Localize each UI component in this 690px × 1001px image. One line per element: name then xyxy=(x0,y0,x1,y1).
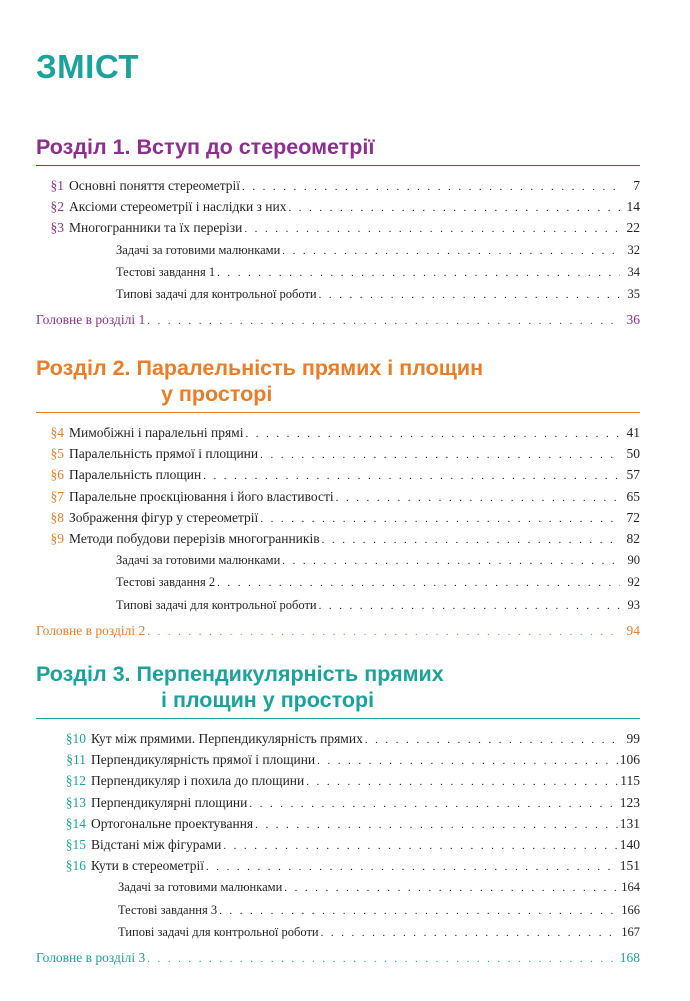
paragraph-number: §7 xyxy=(50,488,64,504)
page-number: 14 xyxy=(626,199,640,215)
toc-subentry[interactable] xyxy=(36,240,640,262)
entry-title: Многогранники та їх перерізи xyxy=(69,220,243,236)
page-number: 140 xyxy=(619,837,640,853)
entry-title: Задачі за готовими малюнками xyxy=(116,242,281,257)
entry-title: Паралельність прямої і площини xyxy=(69,446,259,462)
dot-leader xyxy=(282,241,620,262)
dot-leader xyxy=(288,199,620,218)
page-number: 90 xyxy=(627,553,640,568)
entry-title: Ортогональне проектування xyxy=(91,815,254,831)
page-number: 41 xyxy=(626,425,640,440)
toc-entry[interactable] xyxy=(36,197,640,218)
section-title xyxy=(36,661,640,718)
section-1 xyxy=(36,134,640,331)
dot-leader xyxy=(365,731,620,750)
entry-title: Паралельність площин xyxy=(69,467,202,483)
entry-title: Відстані між фігурами xyxy=(91,837,222,853)
toc-summary-entry[interactable] xyxy=(36,310,640,331)
dot-leader xyxy=(223,837,617,856)
page-number: 151 xyxy=(619,858,640,874)
page-number: 65 xyxy=(626,488,640,504)
paragraph-number: §13 xyxy=(65,794,86,810)
toc-subentry[interactable] xyxy=(36,262,640,284)
section-title xyxy=(36,355,640,412)
dot-leader xyxy=(206,858,618,877)
entry-title: Типові задачі для контрольної роботи xyxy=(116,597,317,612)
toc-subentry[interactable] xyxy=(36,877,640,899)
dot-leader xyxy=(245,425,620,444)
dot-leader xyxy=(242,178,620,197)
toc-entry[interactable] xyxy=(36,814,640,835)
section-title-line2: у просторі xyxy=(161,382,273,406)
toc-entry[interactable] xyxy=(36,176,640,197)
toc-entry[interactable] xyxy=(36,729,640,750)
paragraph-number: §10 xyxy=(65,731,86,746)
entry-title: Задачі за готовими малюнками xyxy=(116,553,281,568)
toc-entry[interactable] xyxy=(36,529,640,550)
toc-summary-entry[interactable] xyxy=(36,948,640,969)
paragraph-number: §5 xyxy=(50,446,64,462)
toc-entry[interactable] xyxy=(36,771,640,792)
page-number: 57 xyxy=(626,467,640,483)
paragraph-number: §4 xyxy=(50,425,64,440)
dot-leader xyxy=(217,263,620,284)
page-number: 34 xyxy=(627,264,640,279)
entry-title: Мимобіжні і паралельні прямі xyxy=(69,425,244,440)
paragraph-number: §8 xyxy=(50,509,64,525)
toc-entry[interactable] xyxy=(36,465,640,486)
page-number: 168 xyxy=(619,950,640,966)
entry-title: Типові задачі для контрольної роботи xyxy=(118,924,319,939)
dot-leader xyxy=(260,446,620,465)
toc-summary-entry[interactable] xyxy=(36,621,640,642)
section-2 xyxy=(36,355,640,642)
entry-title: Основні поняття стереометрії xyxy=(69,178,241,193)
page-title: ЗМІСТ xyxy=(36,48,139,85)
section-divider xyxy=(36,412,640,413)
section-title-line1: Розділ 3. Перпендикулярність прямих xyxy=(36,662,444,686)
paragraph-number: §3 xyxy=(50,220,64,236)
section-divider xyxy=(36,718,640,719)
toc-entry[interactable] xyxy=(36,444,640,465)
entry-title: Кути в стереометрії xyxy=(91,858,204,874)
entry-title: Задачі за готовими малюнками xyxy=(118,880,283,895)
dot-leader xyxy=(317,752,618,771)
page-number: 166 xyxy=(621,902,640,917)
entry-title: Зображення фігур у стереометрії xyxy=(69,509,259,525)
entry-title: Головне в розділі 1 xyxy=(36,312,146,328)
paragraph-number: §14 xyxy=(65,815,86,831)
toc-entry[interactable] xyxy=(36,793,640,814)
toc-entry[interactable] xyxy=(36,423,640,444)
dot-leader xyxy=(217,573,620,594)
toc-entry[interactable] xyxy=(36,487,640,508)
page-number: 7 xyxy=(633,178,640,193)
toc-entry[interactable] xyxy=(36,750,640,771)
entry-title: Перпендикулярність прямої і площини xyxy=(91,752,316,768)
paragraph-number: §1 xyxy=(50,178,64,193)
dot-leader xyxy=(255,816,618,835)
section-title-line1: Розділ 1. Вступ до стереометрії xyxy=(36,135,375,159)
page-number: 106 xyxy=(619,752,640,768)
toc-subentry[interactable] xyxy=(36,922,640,944)
dot-leader xyxy=(306,773,618,792)
dot-leader xyxy=(336,489,620,508)
page-number: 164 xyxy=(621,880,640,895)
paragraph-number: §11 xyxy=(66,752,86,768)
paragraph-number: §6 xyxy=(50,467,64,483)
dot-leader xyxy=(322,531,620,550)
page-number: 115 xyxy=(620,773,640,789)
paragraph-number: §2 xyxy=(50,199,64,215)
page-number: 92 xyxy=(627,575,640,590)
section-title-line2: і площин у просторі xyxy=(161,688,375,712)
page-number: 82 xyxy=(626,531,640,547)
dot-leader xyxy=(147,312,620,331)
dot-leader xyxy=(219,901,619,922)
section-title-line1: Розділ 2. Паралельність прямих і площин xyxy=(36,356,484,380)
page-number: 131 xyxy=(619,815,640,831)
dot-leader xyxy=(319,285,620,306)
entry-title: Паралельне проєкціювання і його властивості xyxy=(69,488,334,504)
toc-entry[interactable] xyxy=(36,218,640,239)
page-number: 32 xyxy=(627,242,640,257)
paragraph-number: §15 xyxy=(65,837,86,853)
entry-title: Тестові завдання 2 xyxy=(116,575,216,590)
page-number: 50 xyxy=(626,446,640,462)
page-number: 167 xyxy=(621,924,640,939)
page-number: 22 xyxy=(626,220,640,236)
section-title xyxy=(36,134,640,165)
entry-title: Аксіоми стереометрії і наслідки з них xyxy=(69,199,287,215)
entry-title: Головне в розділі 3 xyxy=(36,950,146,966)
toc-subentry[interactable] xyxy=(36,572,640,594)
section-3 xyxy=(36,661,640,969)
toc-entry[interactable] xyxy=(36,508,640,529)
dot-leader xyxy=(260,510,620,529)
page-number: 35 xyxy=(627,287,640,302)
dot-leader xyxy=(244,220,620,239)
toc-subentry[interactable] xyxy=(36,284,640,306)
page-number: 72 xyxy=(626,509,640,525)
toc-subentry[interactable] xyxy=(36,550,640,572)
page-number: 94 xyxy=(626,622,640,638)
page-number: 36 xyxy=(626,312,640,328)
entry-title: Тестові завдання 3 xyxy=(118,902,218,917)
entry-title: Кут між прямими. Перпендикулярність прямих xyxy=(91,731,363,746)
paragraph-number: §12 xyxy=(65,773,86,789)
entry-title: Типові задачі для контрольної роботи xyxy=(116,287,317,302)
dot-leader xyxy=(282,551,620,572)
page-number: 123 xyxy=(619,794,640,810)
toc-entry[interactable] xyxy=(36,835,640,856)
toc-subentry[interactable] xyxy=(36,595,640,617)
page-number: 99 xyxy=(626,731,640,746)
dot-leader xyxy=(321,923,620,944)
page-number: 93 xyxy=(627,597,640,612)
dot-leader xyxy=(147,950,618,969)
section-divider xyxy=(36,165,640,166)
dot-leader xyxy=(319,596,620,617)
dot-leader xyxy=(203,467,620,486)
dot-leader xyxy=(249,795,617,814)
entry-title: Головне в розділі 2 xyxy=(36,622,146,638)
toc-subentry[interactable] xyxy=(36,900,640,922)
entry-title: Перпендикулярні площини xyxy=(91,794,248,810)
entry-title: Перпендикуляр і похила до площини xyxy=(91,773,305,789)
entry-title: Тестові завдання 1 xyxy=(116,264,216,279)
entry-title: Методи побудови перерізів многогранників xyxy=(69,531,320,547)
toc-entry[interactable] xyxy=(36,856,640,877)
paragraph-number: §16 xyxy=(65,858,86,874)
dot-leader xyxy=(147,623,620,642)
paragraph-number: §9 xyxy=(50,531,64,547)
dot-leader xyxy=(284,878,619,899)
